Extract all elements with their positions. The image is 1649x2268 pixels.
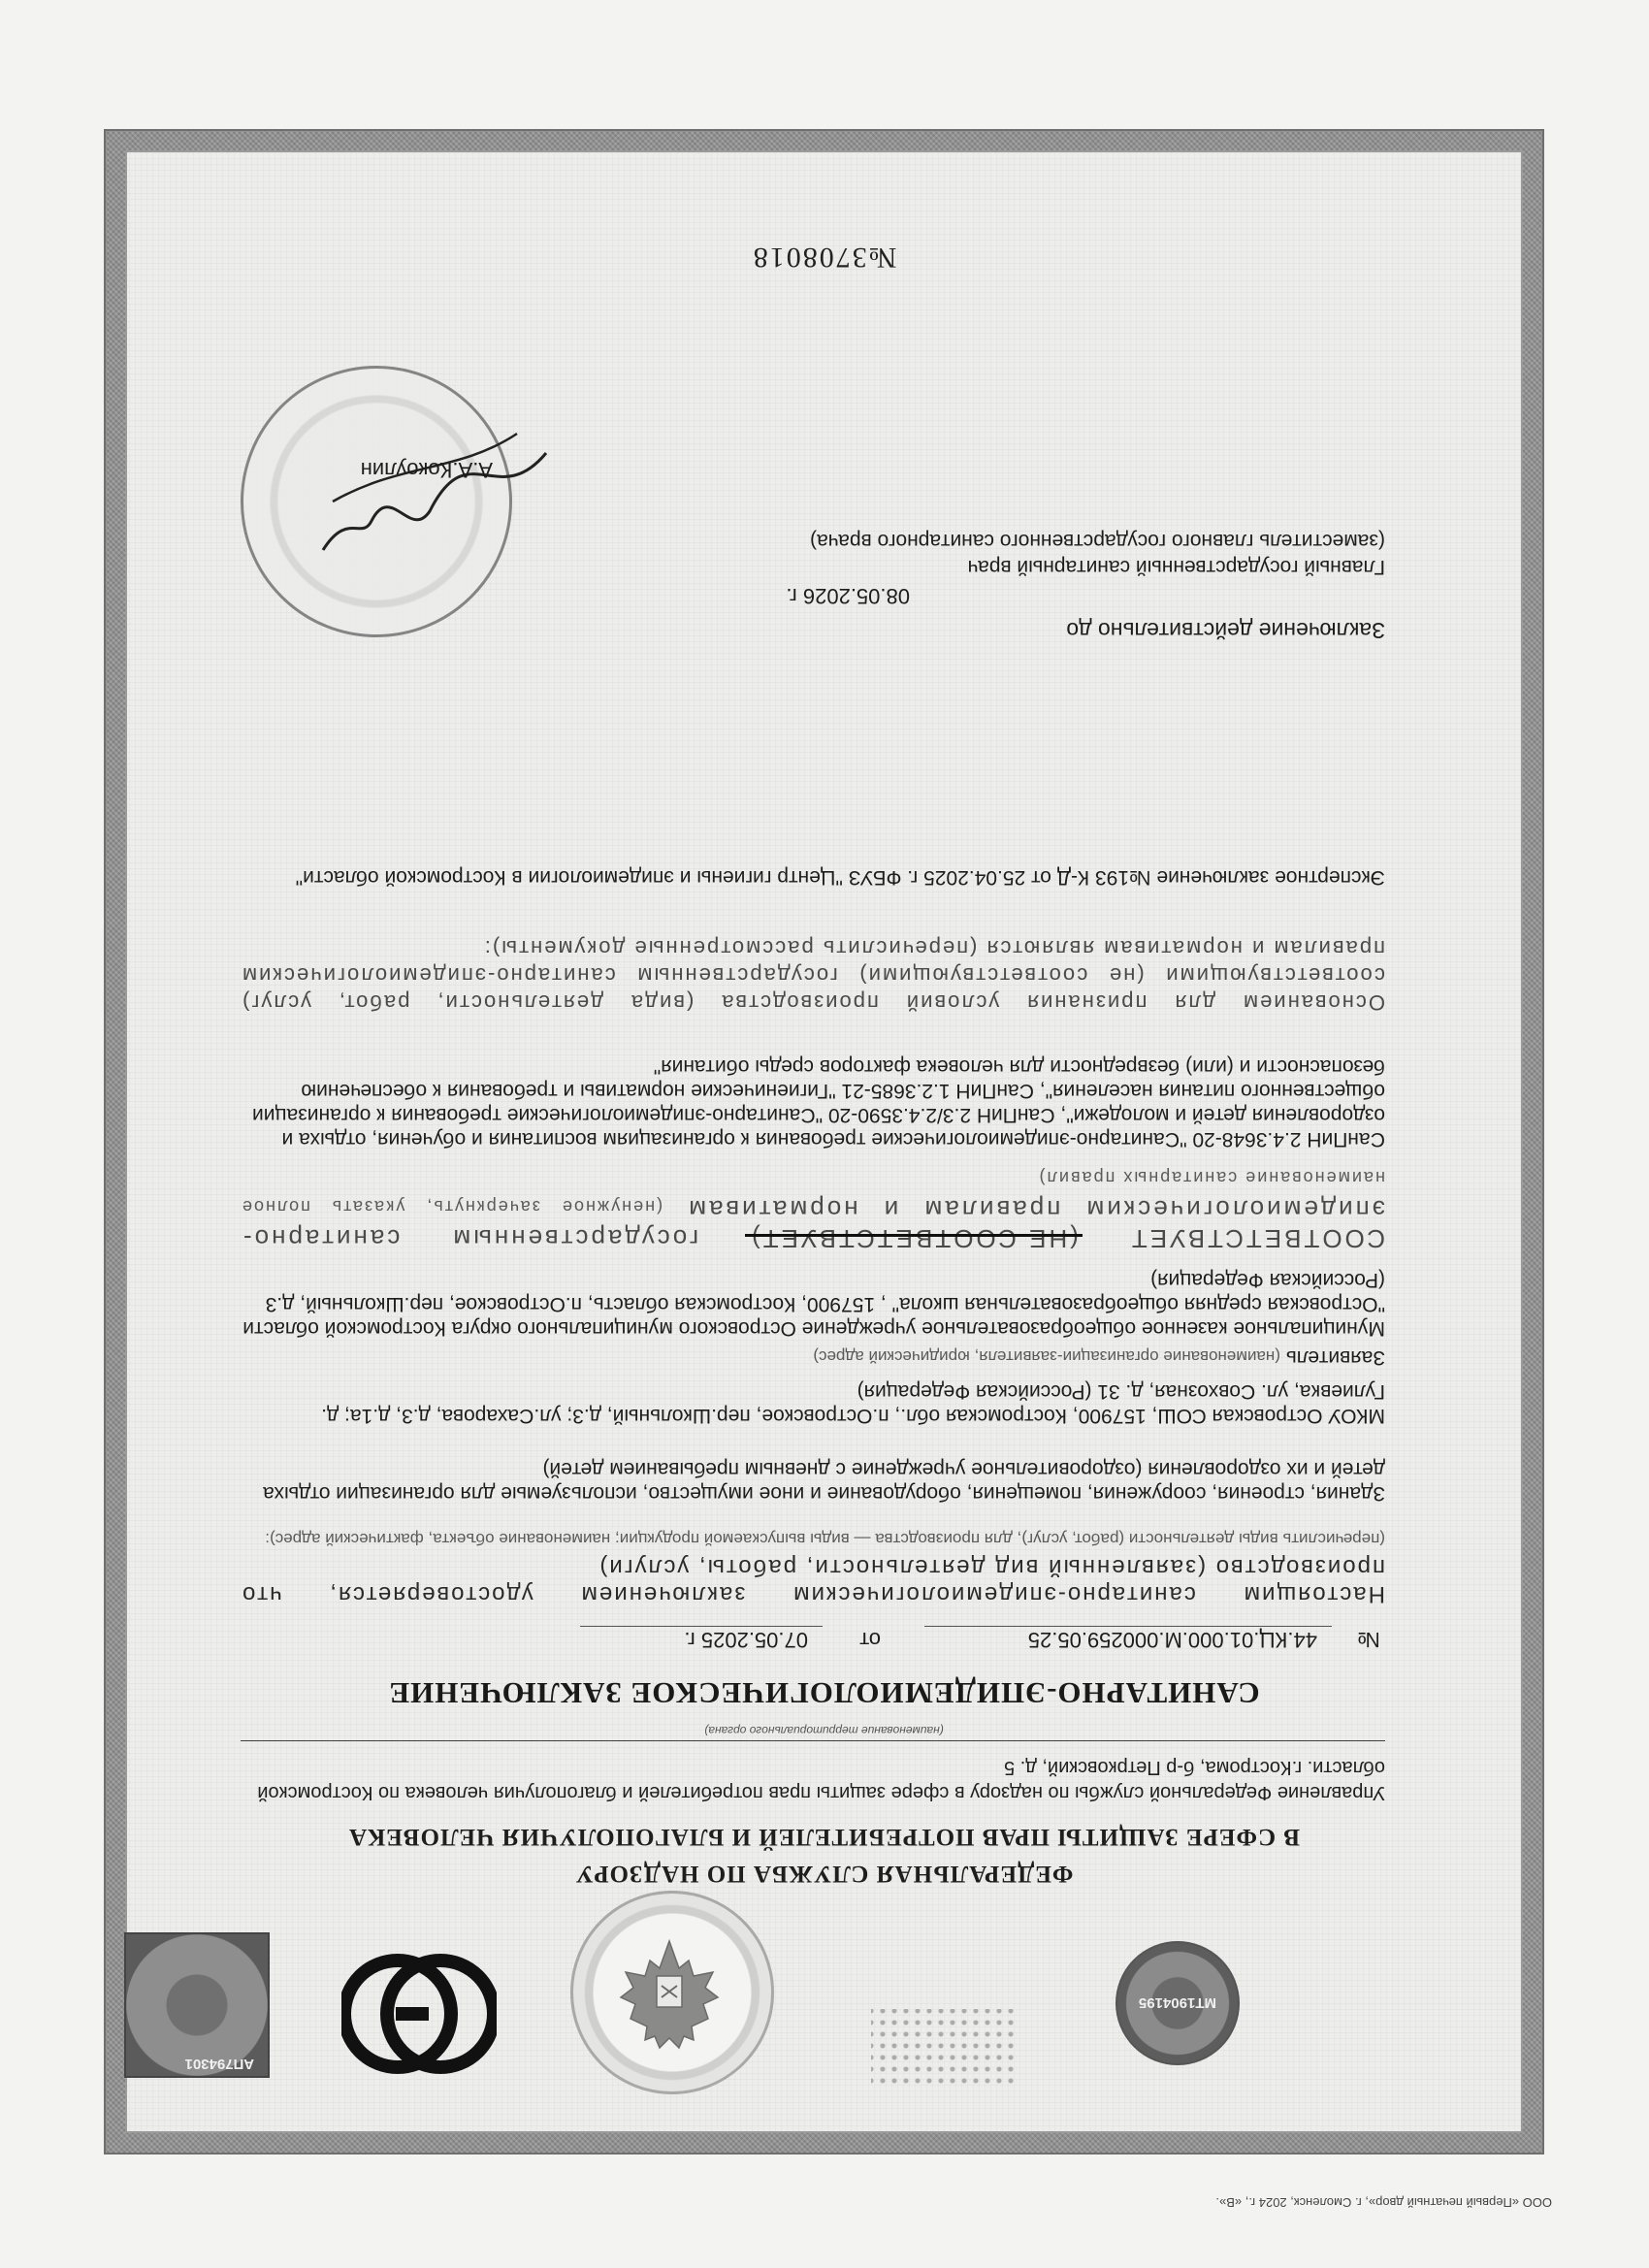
- basis-statement: Основанием для признания условий производства (вида деятельности, работ, услуг) соответствующими (не соответствующими) государственным санитарно-эпидемиологическим правилам и нормативам являются (перечислить рассмотренные документы):: [241, 936, 1385, 1015]
- hologram-code-left: МТ1904195: [1138, 1994, 1216, 2011]
- sanitary-rules-list: СанПиН 2.4.3648-20 "Санитарно-эпидемиологические требования к организациям воспитания и обучения, отдыха и оздоровления детей и молодежи", СанПиН 2.3/2.4.3590-20 "Санитарно-эпидемиологические требования к организации общественного питания населения", СанПиН 1.2.3685-21 "Гигиенические нормативы и требования к обеспечению безопасности и (или) безвредности для человека факторов среды обитания": [252, 1055, 1385, 1150]
- document-number: 44.КЦ.01.000.М.000259.05.25: [1027, 1628, 1317, 1652]
- signatory-title: Главный государственный санитарный врач: [967, 556, 1385, 578]
- signatory-name: А.А.Кокоулин: [360, 458, 493, 482]
- signatory-subtitle: (заместитель главного государственного санитарного врача): [810, 530, 1385, 552]
- applicant-label: Заявитель: [1285, 1346, 1385, 1369]
- validity-label: Заключение действительно до: [1066, 618, 1385, 643]
- registration-number: №3708018: [751, 242, 897, 274]
- agency-title-line1: ФЕДЕРАЛЬНАЯ СЛУЖБА ПО НАДЗОРУ: [574, 1861, 1074, 1887]
- expert-conclusion: Экспертное заключение №193 К-Д от 25.04.2025 г. ФБУЗ "Центр гигиены и эпидемиологии в Костромской области": [295, 866, 1385, 889]
- applicant-details: Муниципальное казенное общеобразовательное учреждение Островского муниципального округа Костромской области "Островская средняя общеобразовательная школа" , 157900, Костромская область, п.Островское, пер.Школьный, д.3 (Российская Федерация): [242, 1269, 1385, 1340]
- printer-imprint: ООО «Первый печатный двор», г. Смоленск, 2024 г., «В».: [1215, 2195, 1552, 2210]
- hologram-code-right: АП794301: [184, 2056, 254, 2072]
- authority-underline: [241, 1740, 1385, 1741]
- conformity-mark-icon: [341, 1951, 497, 2077]
- conformity-statement: [241, 1166, 1385, 1253]
- object-address: МКОУ Островская СОШ, 157900, Костромская обл., п.Островское, пер.Школьный, д.3; ул.Сахарова, д.3, д.1а; д. Гулиевка, ул. Совхозная, д. 31 (Российская Федерация): [321, 1380, 1385, 1427]
- guilloche-frame: [104, 129, 1544, 2155]
- number-sign: №: [1357, 1628, 1380, 1652]
- conformity-word: СООТВЕТСТВУЕТ: [1128, 1224, 1385, 1253]
- document-number-row: [119, 1623, 1521, 1652]
- applicant-block: [241, 1345, 1385, 1370]
- double-headed-eagle-icon: [606, 1922, 732, 2057]
- document-title: САНИТАРНО-ЭПИДЕМИОЛОГИЧЕСКОЕ ЗАКЛЮЧЕНИЕ: [388, 1676, 1260, 1710]
- agency-title-line2: В СФЕРЕ ЗАЩИТЫ ПРАВ ПОТРЕБИТЕЛЕЙ И БЛАГОПОЛУЧИЯ ЧЕЛОВЕКА: [348, 1824, 1300, 1850]
- authority-name: Управление Федеральной службы по надзору в сфере защиты прав потребителей и благополучия человека по Костромской области. г.Кострома, б-р Петрковский, д. 5: [257, 1757, 1385, 1803]
- document-date: 07.05.2025 г.: [684, 1628, 808, 1652]
- certificate-body: [125, 150, 1523, 2133]
- handwritten-signature: [304, 414, 556, 569]
- hologram-sticker-left: [1116, 1941, 1240, 2065]
- security-pattern: [871, 2009, 1017, 2087]
- date-prefix: от: [859, 1628, 881, 1652]
- applicant-hint: (наименование организации-заявителя, юридический адрес): [813, 1347, 1280, 1366]
- hologram-sticker-right: [124, 1932, 270, 2078]
- conformity-rest: государственным санитарно-эпидемиологическим правилам и нормативам: [241, 1195, 1385, 1253]
- number-underline: [924, 1626, 1332, 1627]
- nonconformity-word-struck: (НЕ СООТВЕТСТВУЕТ): [749, 1224, 1079, 1253]
- intro-hint: (перечислить виды деятельности (работ, услуг), для производства — виды выпускаемой продукции; наименование объекта, фактический адрес):: [265, 1530, 1385, 1548]
- authority-caption: (наименование территориального органа): [704, 1724, 944, 1737]
- conformity-hint: (ненужное зачеркнуть, указать полное наименование санитарных правил): [241, 1168, 1385, 1216]
- object-description: Здания, строения, сооружения, помещения, оборудование и иное имущество, используемые для организации отдыха детей и их оздоровления (оздоровительное учреждение с дневным пребыванием детей): [263, 1458, 1385, 1505]
- date-underline: [580, 1626, 823, 1627]
- intro-statement: Настоящим санитарно-эпидемиологическим заключением удостоверяется, что производство (заявленный вид деятельности, работы, услуги): [241, 1554, 1385, 1607]
- validity-date: 08.05.2026 г.: [786, 584, 910, 608]
- coat-of-arms-emblem: [570, 1891, 774, 2094]
